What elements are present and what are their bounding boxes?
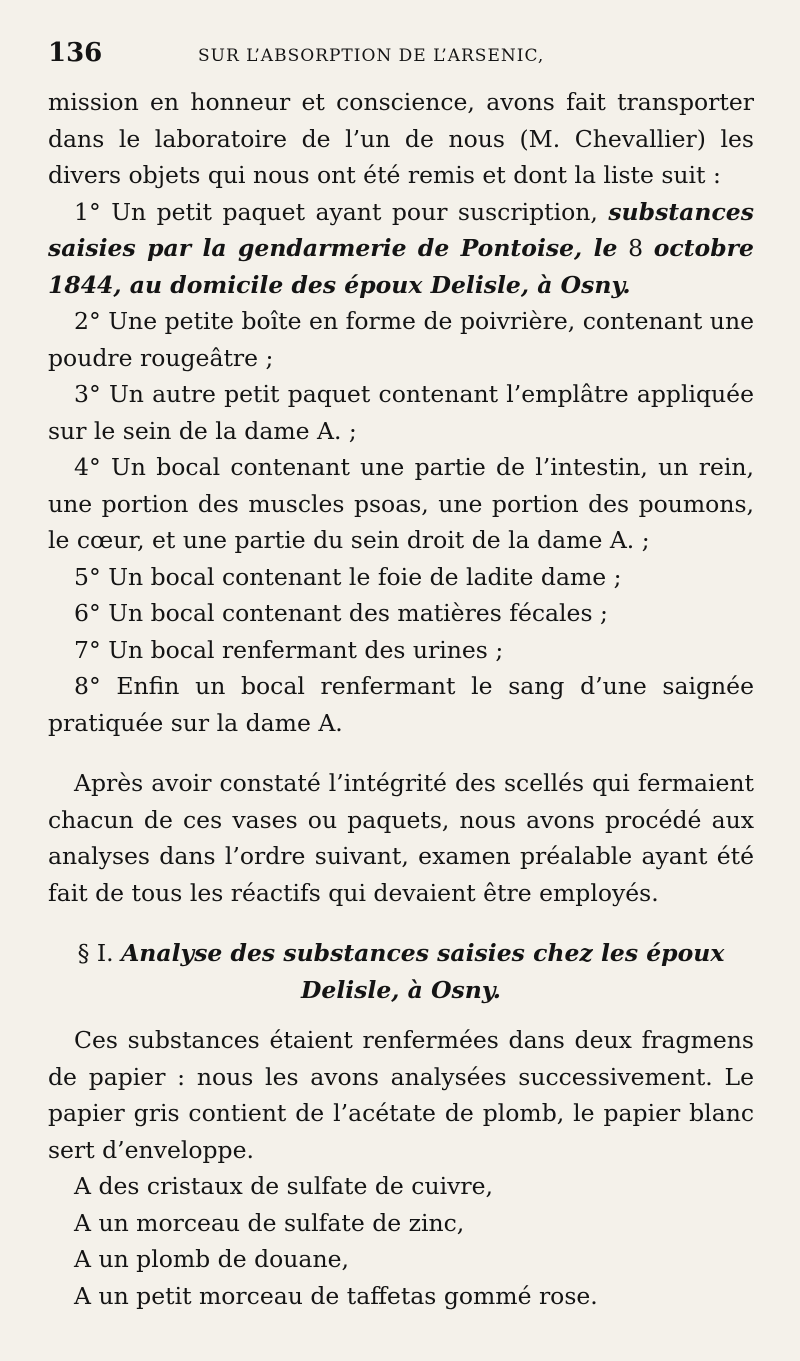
continuation-paragraph: mission en honneur et conscience, avons fait transporter dans le laboratoire de l’un de nous (M. Chevallier) les divers objets qui nous ont été remis et dont la liste suit : (48, 88, 754, 189)
item-number: 4° (74, 453, 101, 481)
item-number: 8° (74, 672, 101, 700)
list-item (48, 668, 754, 741)
section-heading (48, 935, 754, 1008)
list-item: A un plomb de douane, (74, 1245, 349, 1273)
item-text: Un petit paquet ayant pour suscription, (111, 197, 598, 226)
substances-list (48, 1168, 754, 1314)
list-item (48, 595, 754, 632)
section-mark: § I. (77, 939, 114, 967)
item-text: Une petite boîte en forme de poivrière, contenant une poudre rougeâtre ; (48, 307, 754, 372)
item-number: 7° (74, 635, 101, 664)
running-head (48, 38, 754, 84)
item-number: 2° (74, 307, 101, 335)
page-number: 136 (48, 38, 103, 68)
list-item (48, 376, 754, 449)
evidence-list (48, 194, 754, 742)
list-item (48, 559, 754, 596)
list-item (48, 194, 754, 304)
list-item (48, 449, 754, 559)
running-title: SUR L’ABSORPTION DE L’ARSENIC, (198, 46, 545, 66)
list-item (48, 303, 754, 376)
item-text: Un bocal renfermant des urines ; (108, 635, 504, 664)
item-text: Un autre petit paquet contenant l’emplâtre appliquée sur le sein de la dame A. ; (48, 380, 754, 445)
section-title: Analyse des substances saisies chez les époux Delisle, à Osny. (121, 939, 725, 1004)
list-item (48, 632, 754, 669)
item-number: 3° (74, 380, 101, 408)
list-item: A des cristaux de sulfate de cuivre, (74, 1172, 493, 1200)
item-text: Un bocal contenant le foie de ladite dame ; (108, 562, 622, 591)
item-number: 1° (74, 197, 101, 226)
substances-paragraph: Ces substances étaient renfermées dans deux fragmens de papier : nous les avons analysées successivement. Le papier gris contient de l’acétate de plomb, le papier blanc sert d’enveloppe. (48, 1026, 754, 1164)
item-inscription: substances saisies par la gendarmerie de Pontoise, le (48, 197, 754, 262)
item-text: Enfin un bocal renfermant le sang d’une saignée pratiquée sur la dame A. (48, 672, 754, 737)
item-number: 6° (74, 599, 101, 627)
item-text: Un bocal contenant une partie de l’intestin, un rein, une portion des muscles psoas, une portion des poumons, le cœur, et une partie du sein droit de la dame A. ; (48, 453, 754, 554)
list-item: A un morceau de sulfate de zinc, (74, 1208, 465, 1237)
item-text: Un bocal contenant des matières fécales ; (108, 599, 608, 627)
analysis-paragraph: Après avoir constaté l’intégrité des scellés qui fermaient chacun de ces vases ou paquets, nous avons procédé aux analyses dans l’ordre suivant, examen préalable ayant été fait de tous les réactifs qui devaient être employés. (48, 769, 754, 907)
item-inscription-cont: octobre 1844, au domicile des époux Delisle, à Osny. (48, 234, 754, 299)
item-day: 8 (628, 234, 644, 262)
item-number: 5° (74, 562, 101, 591)
list-item: A un petit morceau de taffetas gommé rose. (74, 1281, 598, 1310)
